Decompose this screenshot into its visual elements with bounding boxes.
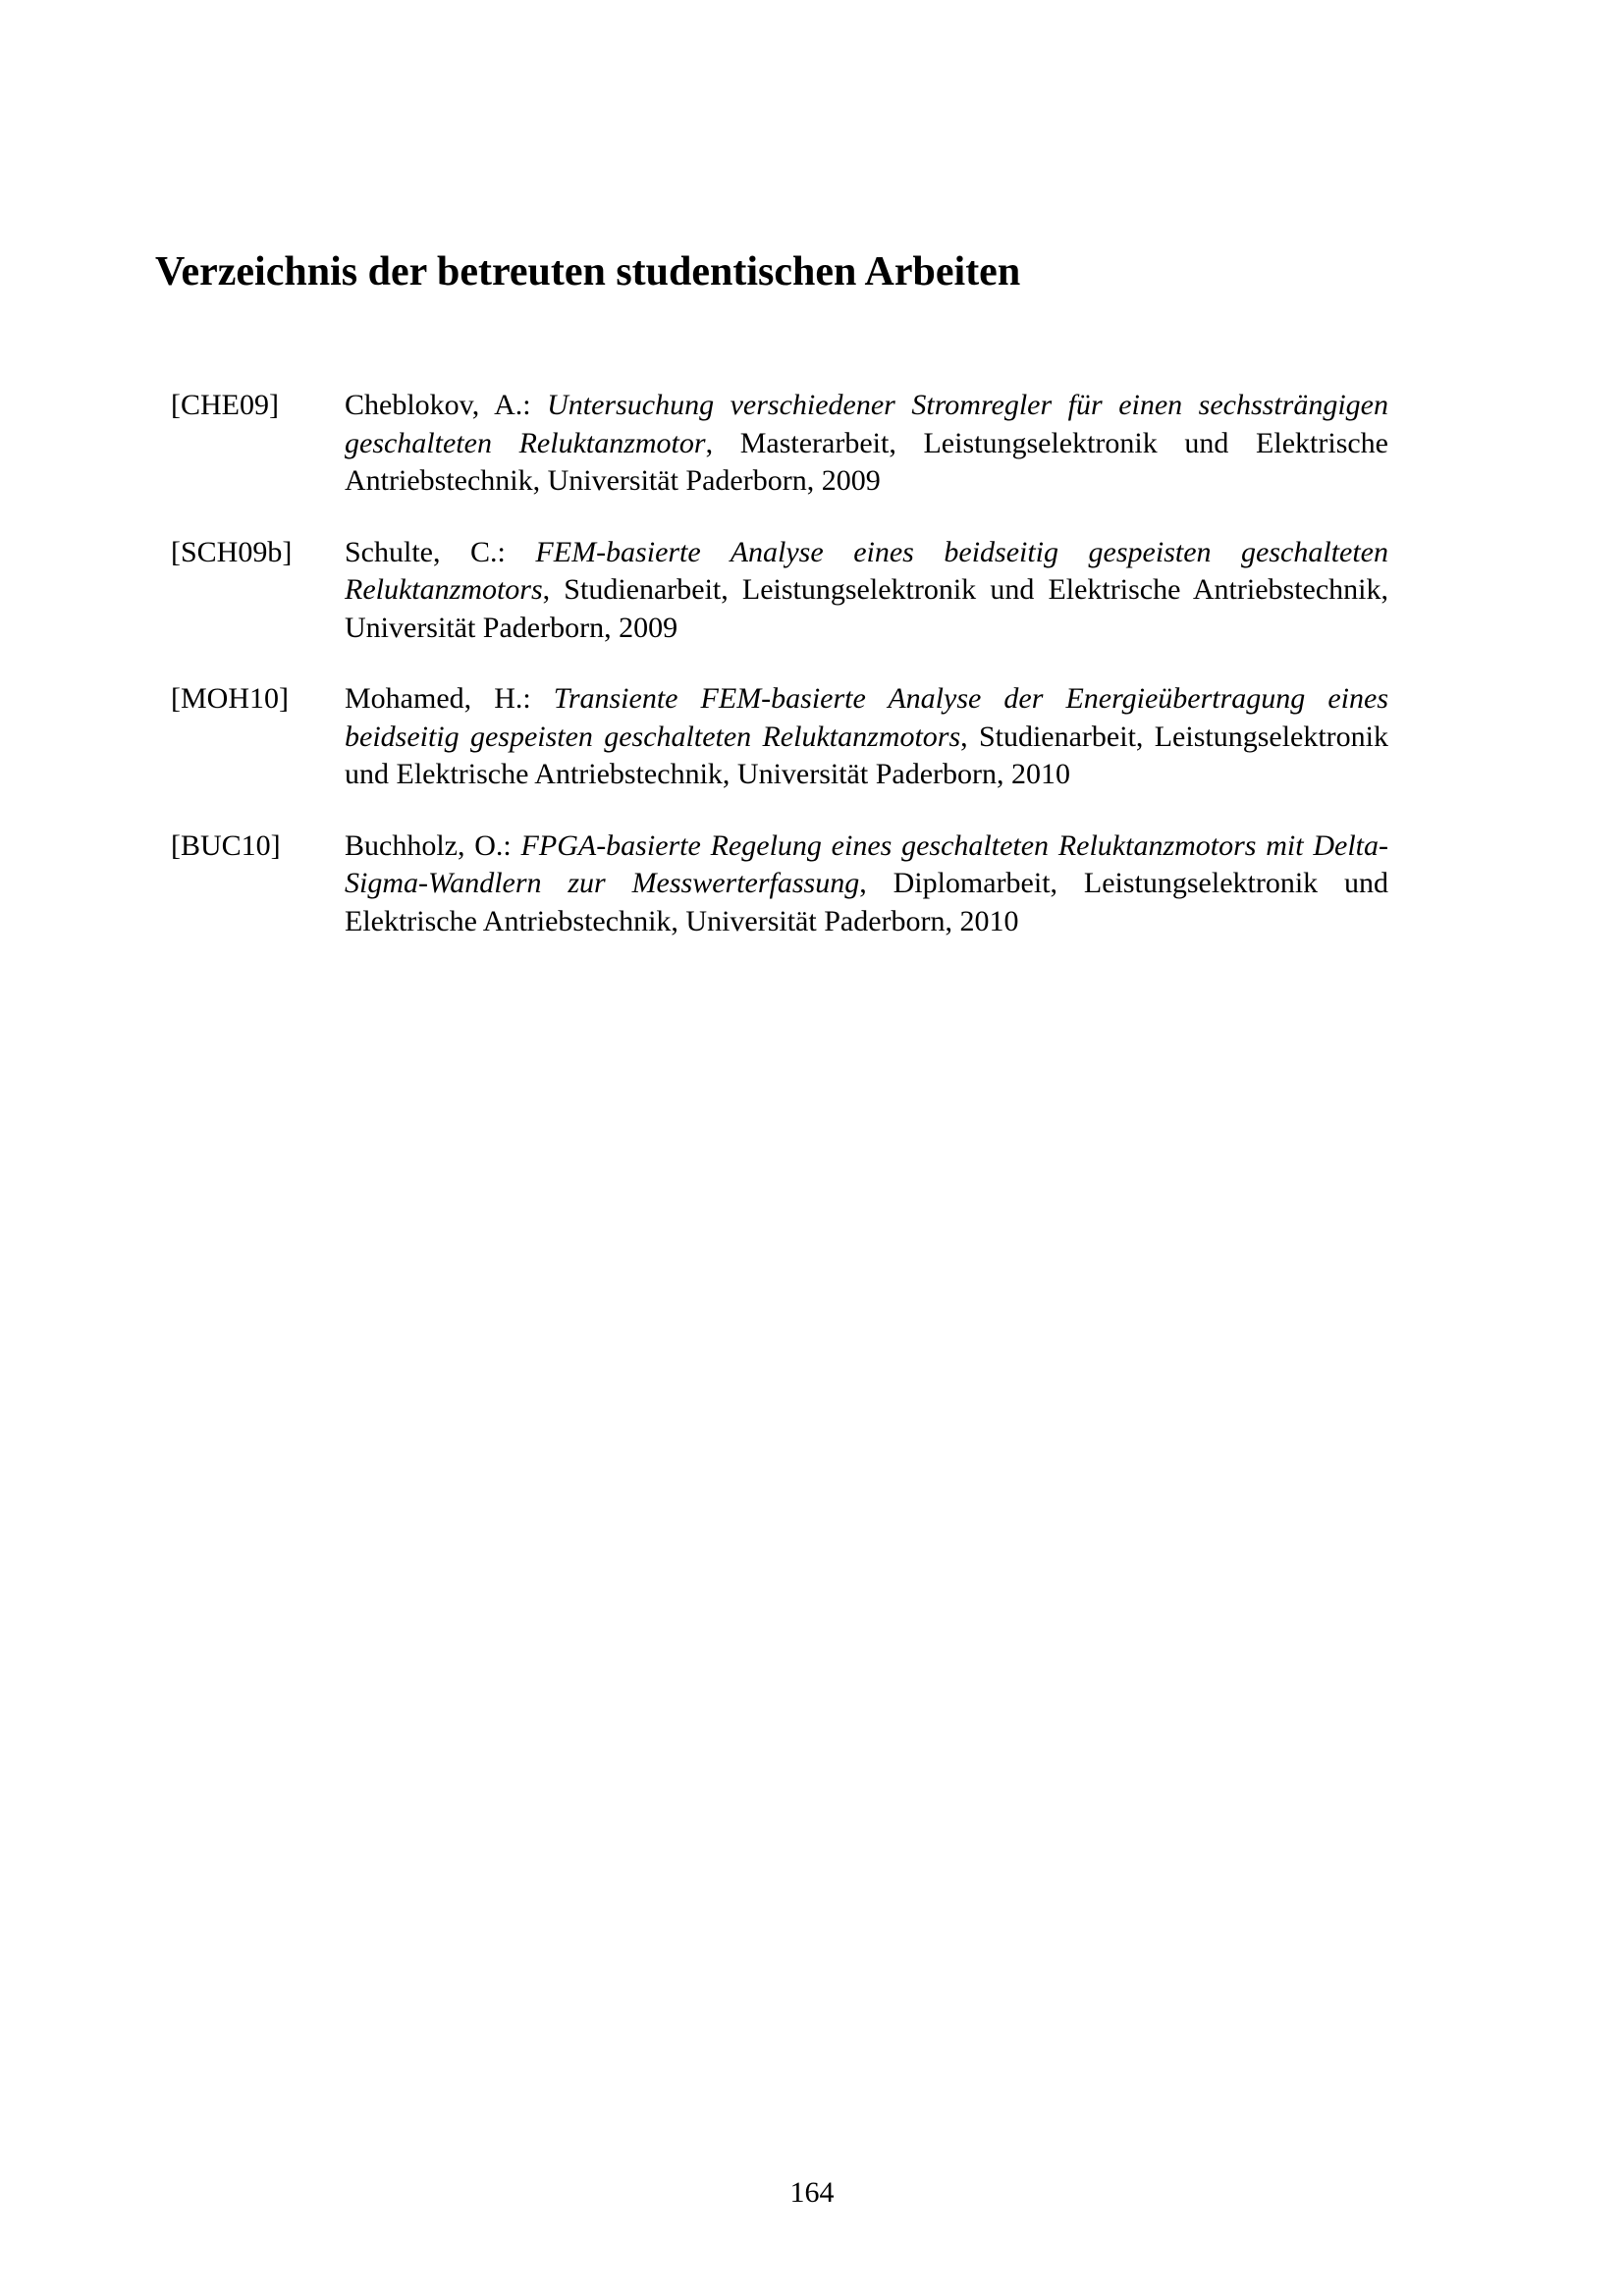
bib-title: Untersuchung verschiedener Stromregler für einen sechssträngigen geschalteten Reluktanzmotor xyxy=(345,389,1388,459)
bib-key: [CHE09] xyxy=(171,389,279,421)
bib-author: Buchholz, O.: xyxy=(345,828,512,862)
page-title: Verzeichnis der betreuten studentischen Arbeiten xyxy=(155,249,1021,294)
bib-details: , Studienarbeit, Leistungselektronik und Elektrische Antriebstechnik, Universität Paderborn, 2009 xyxy=(345,573,1388,644)
bib-details: , Masterarbeit, Leistungselektronik und Elektrische Antriebstechnik, Universität Paderborn, 2009 xyxy=(345,426,1389,497)
bib-details: , Diplomarbeit, Leistungselektronik und Elektrische Antriebstechnik, Universität Paderborn, 2010 xyxy=(345,867,1389,937)
bib-key: [SCH09b] xyxy=(171,535,293,568)
bib-key: [MOH10] xyxy=(171,682,289,715)
page-number: 164 xyxy=(789,2176,835,2209)
bib-author: Mohamed, H.: xyxy=(345,682,531,715)
bib-text xyxy=(345,680,1388,794)
bib-text xyxy=(345,534,1388,648)
bib-text xyxy=(345,828,1388,941)
bibliography-list xyxy=(171,387,1388,974)
bib-author: Schulte, C.: xyxy=(345,535,506,568)
bib-author: Cheblokov, A.: xyxy=(345,389,531,421)
bib-entry-buc10 xyxy=(171,828,1388,941)
bib-key: [BUC10] xyxy=(171,828,281,862)
bib-title: Transiente FEM-basierte Analyse der Energieübertragung eines beidseitig gespeisten geschalteten Reluktanzmotors xyxy=(345,682,1389,753)
bib-title: FEM-basierte Analyse eines beidseitig gespeisten geschalteten Reluktanzmotors xyxy=(345,535,1388,606)
bib-entry-che09 xyxy=(171,387,1388,501)
bib-entry-sch09b xyxy=(171,534,1388,648)
bib-text xyxy=(345,387,1388,501)
bib-entry-moh10 xyxy=(171,680,1388,794)
bib-details: , Studienarbeit, Leistungselektronik und Elektrische Antriebstechnik, Universität Paderborn, 2010 xyxy=(345,720,1389,790)
bib-title: FPGA-basierte Regelung eines geschalteten Reluktanzmotors mit Delta-Sigma-Wandlern zur Messwerterfassung xyxy=(345,828,1389,899)
